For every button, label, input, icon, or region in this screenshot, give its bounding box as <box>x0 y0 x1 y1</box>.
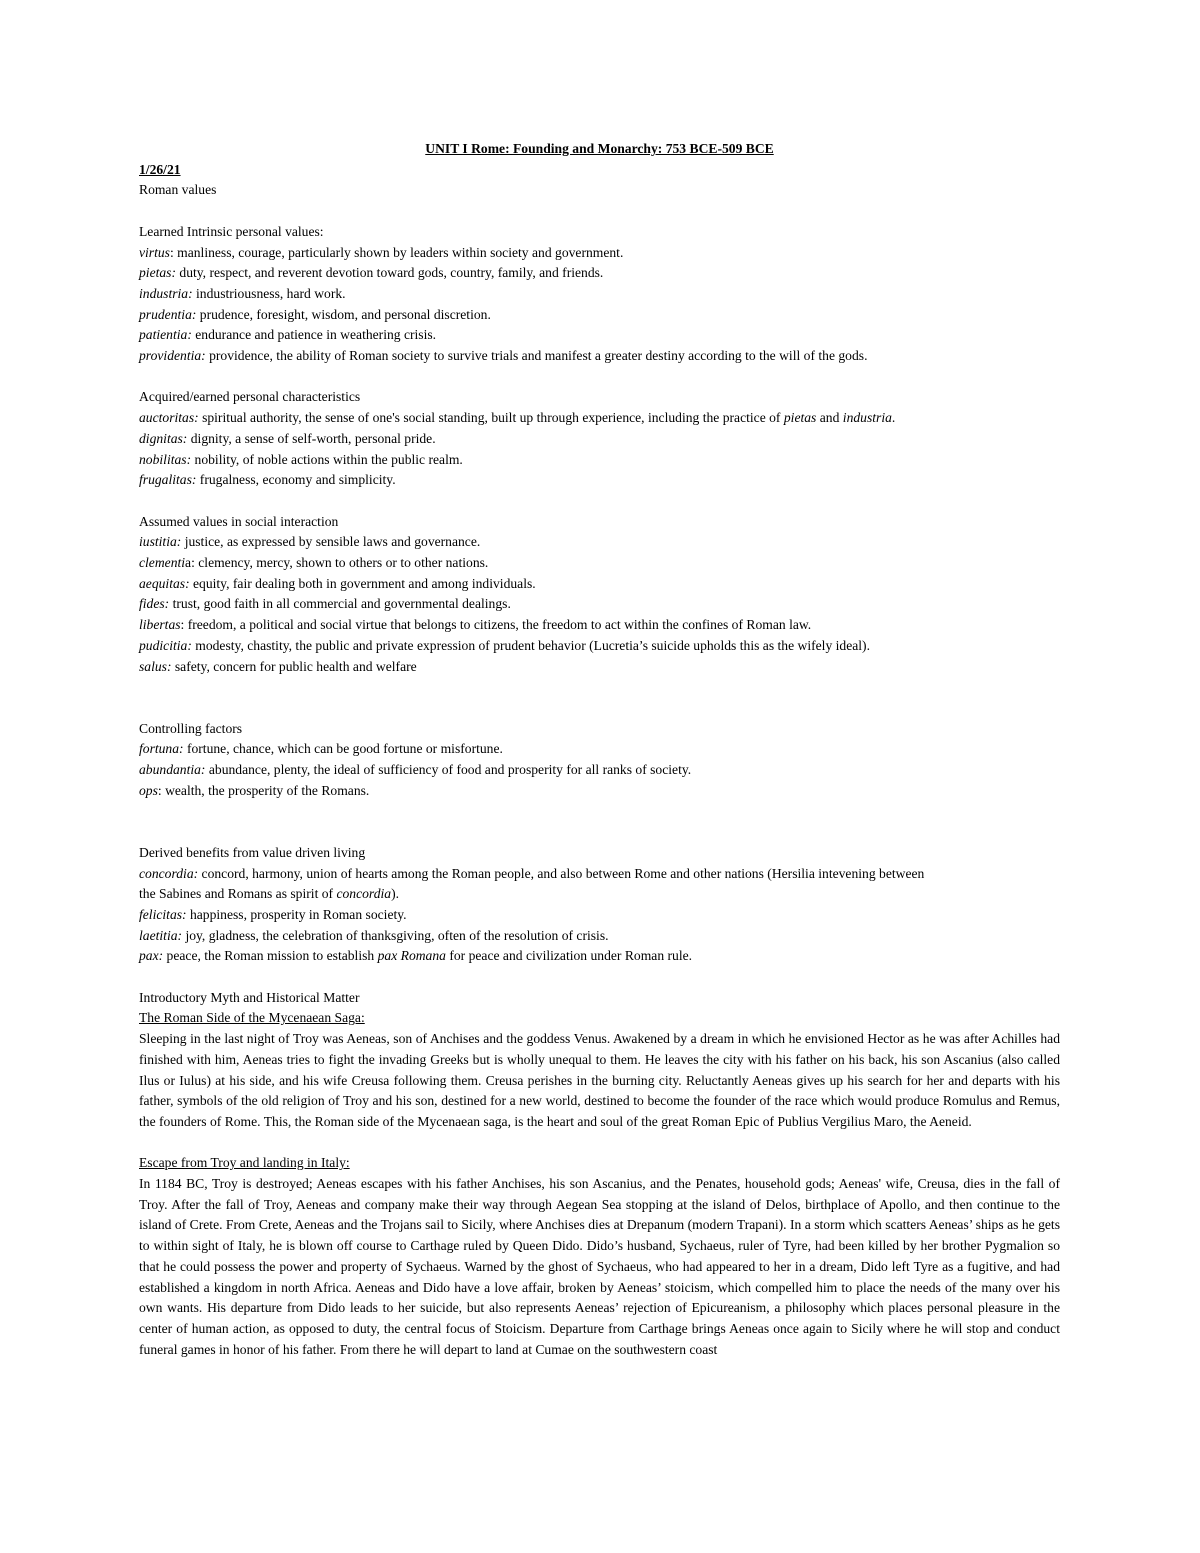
lecture-date: 1/26/21 <box>139 161 181 177</box>
value-item: felicitas: happiness, prosperity in Roman society. <box>139 906 407 922</box>
escape-paragraph: In 1184 BC, Troy is destroyed; Aeneas escapes with his father Anchises, his son Ascanius, and the Penates, household gods; Aeneas' wife, Creusa, dies in the fall of Troy. After the fall of Troy, Aeneas and company make their way through Aegean Sea stopping at the island of Delos, birthplace of Apollo, and then continue to the island of Crete. From Crete, Aeneas and the Trojans sail to Sicily, where Anchises dies at Drepanum (modern Trapani). In a storm which scatters Aeneas’ ships as he gets to within sight of Italy, he is blown off course to Carthage ruled by Queen Dido. Dido’s husband, Sychaeus, ruler of Tyre, had been killed by her brother Pygmalion so that he could possess the power and property of Sychaeus. Warned by the ghost of Sychaeus, who had appeared to her in a dream, Dido left Tyre as a fugitive, and had established a kingdom in north Africa. Aeneas and Dido have a love affair, broken by Aeneas’ stoicism, which compelled him to place the needs of the many over his own wants. His departure from Dido leads to her suicide, but also represents Aeneas’ rejection of Epicureanism, a philosophy which places personal pleasure in the center of human action, as opposed to duty, the central focus of Stoicism. Departure from Carthage brings Aeneas once again to Sicily where he will stop and conduct funeral games in honor of his father. From there he will depart to land at Cumae on the southwestern coast <box>139 1176 1060 1357</box>
value-item: patientia: endurance and patience in weathering crisis. <box>139 327 437 343</box>
intro-paragraph: Sleeping in the last night of Troy was Aeneas, son of Anchises and the goddess Venus. Awakened by a dream in which he envisioned Hector as he was after Achilles had finished with him, Aeneas tries to fight the invading Greeks but is wholly unequal to them. He leaves the city with his father on his back, his son Ascanius (also called Ilus or Iulus) at his side, and his wife Creusa following them. Creusa perishes in the burning city. Reluctantly Aeneas gives up his search for her and departs with his father, symbols of the old religion of Troy and his son, destined for a new world, destined to become the founder of the race which would produce Romulus and Remus, the founders of Rome. This, the Roman side of the Mycenaean saga, is the heart and soul of the great Roman Epic of Publius Vergilius Maro, the Aeneid. <box>139 1031 1060 1129</box>
document-page <box>139 139 1060 1360</box>
section-heading-assumed: Assumed values in social interaction <box>139 513 339 529</box>
section-heading-acquired: Acquired/earned personal characteristics <box>139 389 361 405</box>
value-item: nobilitas: nobility, of noble actions within the public realm. <box>139 451 463 467</box>
value-item: aequitas: equity, fair dealing both in government and among individuals. <box>139 575 536 591</box>
section-heading-derived: Derived benefits from value driven living <box>139 844 366 860</box>
value-item: prudentia: prudence, foresight, wisdom, and personal discretion. <box>139 306 491 322</box>
value-item: industria: industriousness, hard work. <box>139 285 346 301</box>
section-heading-intro: Introductory Myth and Historical Matter <box>139 989 360 1005</box>
value-item: pudicitia: modesty, chastity, the public and private expression of prudent behavior (Lucretia’s suicide upholds this as the wifely ideal). <box>139 637 870 653</box>
escape-subheading: Escape from Troy and landing in Italy: <box>139 1155 350 1171</box>
value-item: pax: peace, the Roman mission to establish pax Romana for peace and civilization under Roman rule. <box>139 948 693 964</box>
value-item: clementia: clemency, mercy, shown to others or to other nations. <box>139 555 489 571</box>
value-item: abundantia: abundance, plenty, the ideal of sufficiency of food and prosperity for all ranks of society. <box>139 762 692 778</box>
page-title: UNIT I Rome: Founding and Monarchy: 753 BCE-509 BCE <box>425 141 774 156</box>
value-item: dignitas: dignity, a sense of self-worth, personal pride. <box>139 430 436 446</box>
section-heading-learned: Learned Intrinsic personal values: <box>139 223 324 239</box>
value-item: auctoritas: spiritual authority, the sense of one's social standing, built up through experience, including the practice of pietas and industria. <box>139 410 896 426</box>
value-item: ops: wealth, the prosperity of the Romans. <box>139 782 370 798</box>
section-heading-controlling: Controlling factors <box>139 720 243 736</box>
value-item: libertas: freedom, a political and social virtue that belongs to citizens, the freedom to act within the confines of Roman law. <box>139 617 812 633</box>
value-item: concordia: concord, harmony, union of hearts among the Roman people, and also between Rome and other nations (Hersilia intevening between <box>139 865 925 881</box>
value-item: frugalitas: frugalness, economy and simplicity. <box>139 472 396 488</box>
intro-subheading: The Roman Side of the Mycenaean Saga: <box>139 1010 365 1026</box>
value-item: fortuna: fortune, chance, which can be good fortune or misfortune. <box>139 741 503 757</box>
value-item: salus: safety, concern for public health and welfare <box>139 658 417 674</box>
value-item: laetitia: joy, gladness, the celebration of thanksgiving, often of the resolution of crisis. <box>139 927 609 943</box>
value-item: pietas: duty, respect, and reverent devotion toward gods, country, family, and friends. <box>139 265 604 281</box>
value-item: fides: trust, good faith in all commercial and governmental dealings. <box>139 596 511 612</box>
value-item: virtus: manliness, courage, particularly shown by leaders within society and government. <box>139 244 624 260</box>
value-item: iustitia: justice, as expressed by sensible laws and governance. <box>139 534 481 550</box>
value-item-continued: the Sabines and Romans as spirit of concordia). <box>139 886 400 902</box>
value-item: providentia: providence, the ability of Roman society to survive trials and manifest a greater destiny according to the will of the gods. <box>139 348 868 364</box>
subject: Roman values <box>139 182 217 198</box>
